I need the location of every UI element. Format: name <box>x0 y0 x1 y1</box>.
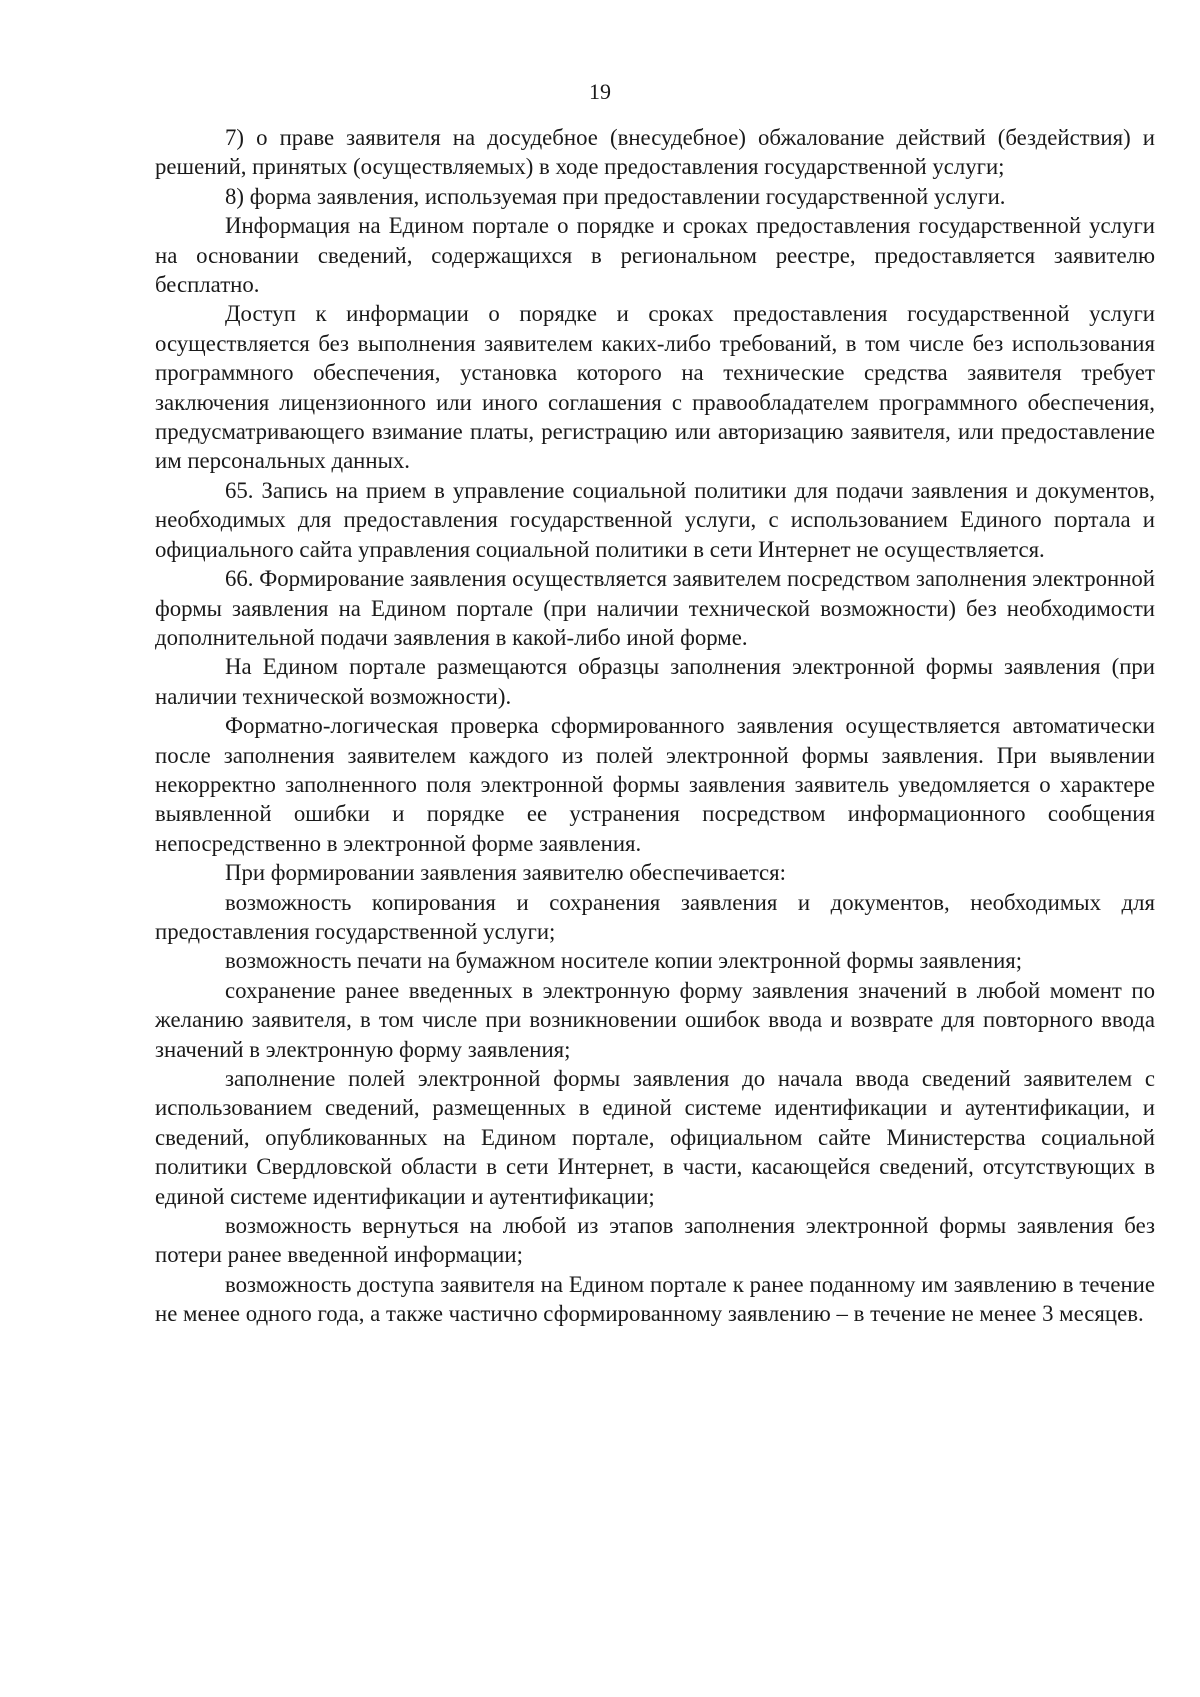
paragraph-return-step: возможность вернуться на любой из этапов заполнения электронной формы заявления без потери ранее введенной информации; <box>155 1213 1155 1268</box>
paragraph-format-check: Форматно-логическая проверка сформированного заявления осуществляется автоматически после заполнения заявителем каждого из полей электронной формы заявления. При выявлении некорректно заполненного поля электронной формы заявления заявитель уведомляется о характере выявленной ошибки и порядке ее устранения посредством информационного сообщения непосредственно в электронной форме заявления. <box>155 713 1155 856</box>
paragraph-item-8: 8) форма заявления, используемая при предоставлении государственной услуги. <box>225 183 1006 209</box>
page-number: 19 <box>589 79 611 104</box>
paragraph-portal-info: Информация на Едином портале о порядке и сроках предоставления государственной услуги на основании сведений, содержащихся в региональном реестре, предоставляется заявителю бесплатно. <box>155 213 1155 298</box>
paragraph-item-7: 7) о праве заявителя на досудебное (внесудебное) обжалование действий (бездействия) и решений, принятых (осуществляемых) в ходе предоставления государственной услуги; <box>155 125 1155 180</box>
paragraph-samples: На Едином портале размещаются образцы заполнения электронной формы заявления (при наличии технической возможности). <box>155 654 1155 709</box>
paragraph-provided-heading: При формировании заявления заявителю обеспечивается: <box>225 860 786 886</box>
paragraph-autofill: заполнение полей электронной формы заявления до начала ввода сведений заявителем с использованием сведений, размещенных в единой системе идентификации и аутентификации, и сведений, опубликованных на Едином портале, официальном сайте Министерства социальной политики Свердловской области в сети Интернет, в части, касающейся сведений, отсутствующих в единой системе идентификации и аутентификации; <box>155 1066 1155 1209</box>
paragraph-65: 65. Запись на прием в управление социальной политики для подачи заявления и документов, необходимых для предоставления государственной услуги, с использованием Единого портала и официального сайта управления социальной политики в сети Интернет не осуществляется. <box>155 477 1155 562</box>
paragraph-save-values: сохранение ранее введенных в электронную форму заявления значений в любой момент по желанию заявителя, в том числе при возникновении ошибок ввода и возврате для повторного ввода значений в электронную форму заявления; <box>155 977 1155 1062</box>
paragraph-print: возможность печати на бумажном носителе копии электронной формы заявления; <box>225 948 1023 974</box>
document-body <box>155 123 1155 1329</box>
paragraph-access-info: Доступ к информации о порядке и сроках предоставления государственной услуги осуществляется без выполнения заявителем каких-либо требований, в том числе без использования программного обеспечения, установка которого на технические средства заявителя требует заключения лицензионного или иного соглашения с правообладателем программного обеспечения, предусматривающего взимание платы, регистрацию или авторизацию заявителя, или предоставление им персональных данных. <box>155 301 1155 474</box>
paragraph-copy-save: возможность копирования и сохранения заявления и документов, необходимых для предоставления государственной услуги; <box>155 889 1155 944</box>
paragraph-66: 66. Формирование заявления осуществляется заявителем посредством заполнения электронной формы заявления на Едином портале (при наличии технической возможности) без необходимости дополнительной подачи заявления в какой-либо иной форме. <box>155 566 1155 650</box>
paragraph-access-period: возможность доступа заявителя на Едином портале к ранее поданному им заявлению в течение не менее одного года, а также частично сформированному заявлению – в течение не менее 3 месяцев. <box>155 1271 1155 1327</box>
